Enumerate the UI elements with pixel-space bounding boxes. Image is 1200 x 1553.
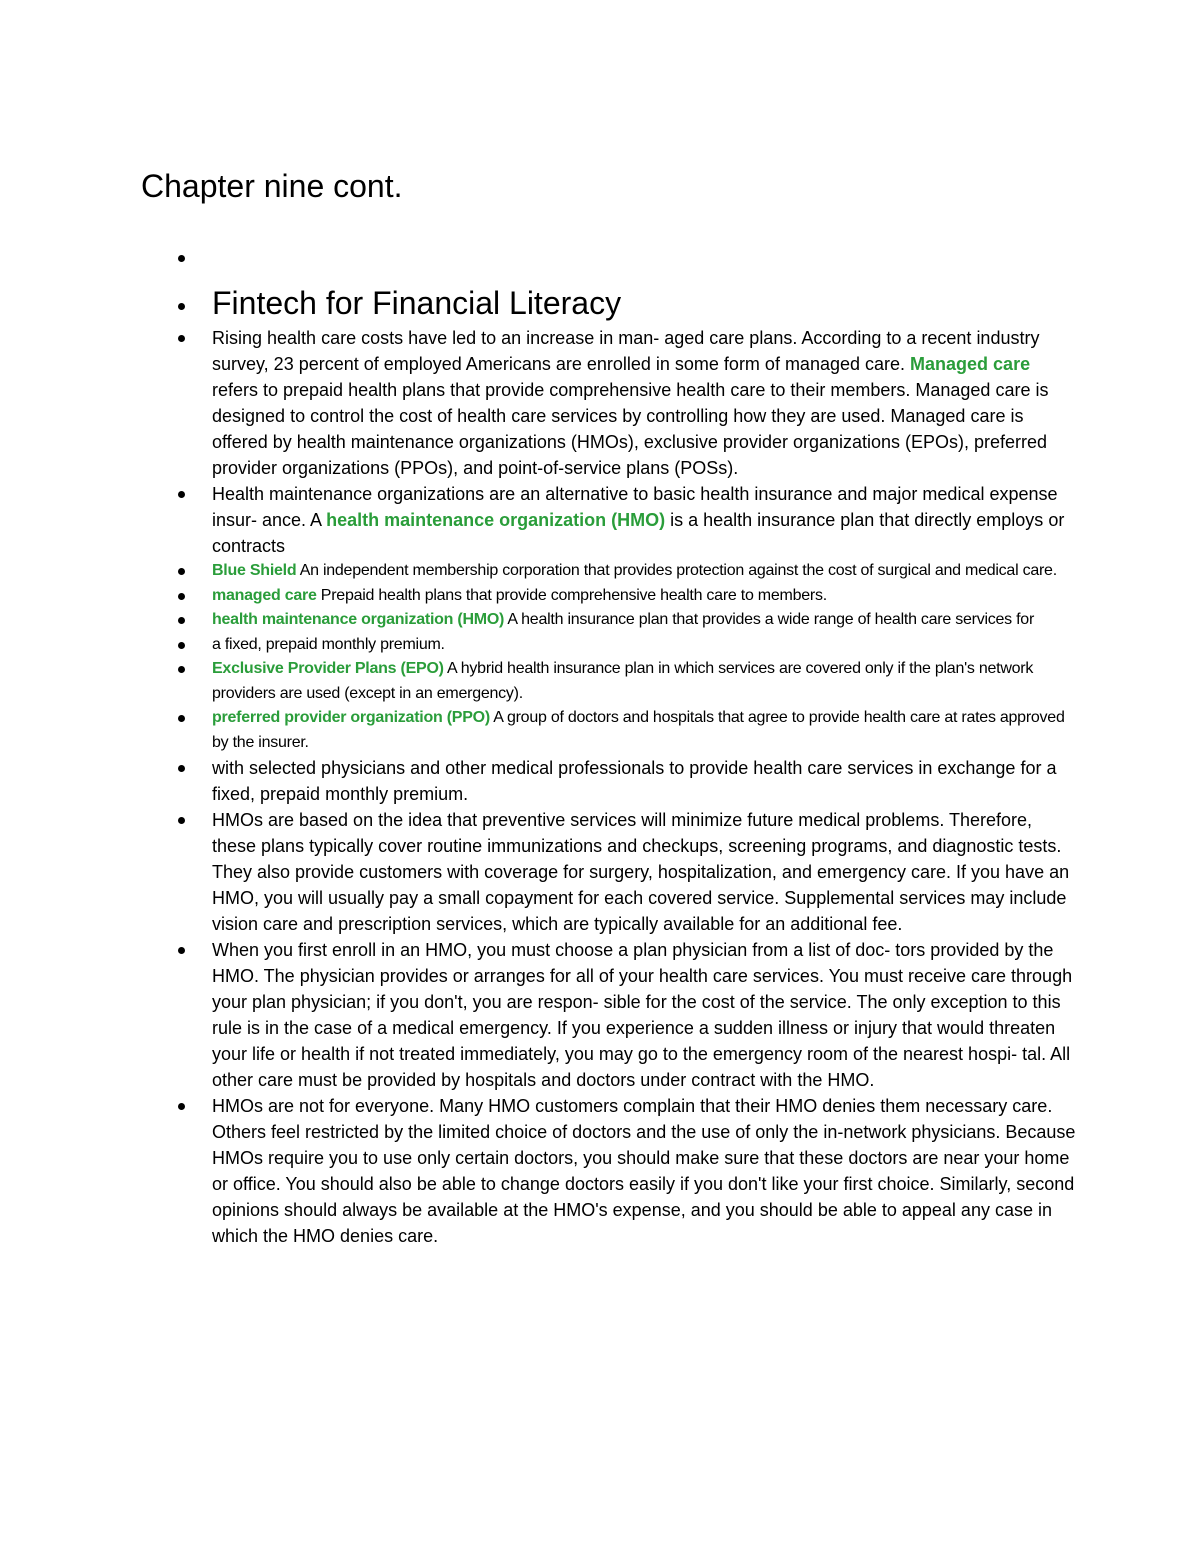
glossary-term: health maintenance organization (HMO) bbox=[326, 510, 666, 530]
bullet-icon bbox=[178, 666, 185, 673]
list-item bbox=[176, 559, 1076, 584]
bullet-icon bbox=[178, 817, 185, 824]
bullet-icon bbox=[178, 568, 185, 575]
list-item-heading bbox=[176, 281, 1076, 325]
bullet-icon bbox=[178, 335, 185, 342]
glossary-term: health maintenance organization (HMO) bbox=[212, 611, 505, 628]
list-item bbox=[176, 608, 1076, 633]
list-item bbox=[176, 807, 1076, 937]
item-text-post: Prepaid health plans that provide comprehensive health care to members. bbox=[316, 586, 827, 604]
bullet-icon bbox=[178, 303, 185, 310]
page-title: Chapter nine cont. bbox=[141, 168, 403, 204]
list-item bbox=[176, 937, 1076, 1093]
bullet-icon bbox=[178, 617, 185, 624]
list-item bbox=[176, 657, 1076, 706]
item-text-post: refers to prepaid health plans that provide comprehensive health care to their members. Managed care is designed to control the cost of health care services by controlling how they are used. Managed care is offered by health maintenance organizations (HMOs), exclusive provider organizations (EPOs), preferred provider organizations (PPOs), and point-of-service plans (POSs). bbox=[212, 380, 1049, 478]
item-text: When you first enroll in an HMO, you must choose a plan physician from a list of doc- tors provided by the HMO. The physician provides or arranges for all of your health care services. You must receive care through your plan physician; if you don't, you are respon- sible for the cost of the service. The only exception to this rule is in the case of a medical emergency. If you experience a sudden illness or injury that would threaten your life or health if not treated immediately, you may go to the emergency room of the nearest hospi- tal. All other care must be provided by hospitals and doctors under contract with the HMO. bbox=[212, 940, 1073, 1090]
list-item bbox=[176, 755, 1076, 807]
bullet-icon bbox=[178, 765, 185, 772]
glossary-term: managed care bbox=[212, 586, 317, 604]
list-item bbox=[176, 633, 1076, 658]
list-item bbox=[176, 584, 1076, 609]
list-item-empty bbox=[176, 245, 1076, 271]
bullet-icon bbox=[178, 947, 185, 954]
item-text-post: A health insurance plan that provides a wide range of health care services for bbox=[504, 611, 1035, 628]
list-item bbox=[176, 325, 1076, 481]
bullet-icon bbox=[178, 491, 185, 498]
glossary-term: Blue Shield bbox=[212, 562, 297, 579]
item-text-post: An independent membership corporation that provides protection against the cost of surgical and medical care. bbox=[296, 562, 1057, 579]
item-text: HMOs are based on the idea that preventive services will minimize future medical problems. Therefore, these plans typically cover routine immunizations and checkups, screening programs, and diagnostic tests. They also provide customers with coverage for surgery, hospitalization, and emergency care. If you have an HMO, you will usually pay a small copayment for each covered service. Supplemental services may include vision care and prescription services, which are typically available for an additional fee. bbox=[212, 810, 1070, 934]
item-text-post: A group of doctors and hospitals that agree to provide health care at rates approved by the insurer. bbox=[212, 709, 1065, 751]
bullet-icon bbox=[178, 642, 185, 649]
list-item bbox=[176, 706, 1076, 755]
bullet-icon bbox=[178, 593, 185, 600]
item-text: HMOs are not for everyone. Many HMO customers complain that their HMO denies them necessary care. Others feel restricted by the limited choice of doctors and the use of only the in-network physicians. Because HMOs require you to use only certain doctors, you should make sure that these doctors are near your home or office. You should also be able to change doctors easily if you don't like your first choice. Similarly, second opinions should always be available at the HMO's expense, and you should be able to appeal any case in which the HMO denies care. bbox=[212, 1096, 1076, 1246]
section-heading: Fintech for Financial Literacy bbox=[212, 285, 622, 321]
item-text-post: is a health insurance plan that directly employs or contracts bbox=[212, 510, 1065, 556]
item-text-post: A hybrid health insurance plan in which services are covered only if the plan's network providers are used (except in an emergency). bbox=[212, 660, 1034, 702]
list-item bbox=[176, 481, 1076, 559]
item-text-pre: Rising health care costs have led to an increase in man- aged care plans. According to a recent industry survey, 23 percent of employed Americans are enrolled in some form of managed care. bbox=[212, 328, 1040, 374]
item-text: a fixed, prepaid monthly premium. bbox=[212, 635, 445, 653]
bullet-icon bbox=[178, 715, 185, 722]
glossary-term: Exclusive Provider Plans (EPO) bbox=[212, 660, 444, 677]
glossary-term: Managed care bbox=[910, 354, 1031, 374]
item-text-pre: Health maintenance organizations are an alternative to basic health insurance and major medical expense insur- ance. A bbox=[212, 484, 1058, 530]
bullet-icon bbox=[178, 255, 185, 262]
glossary-term: preferred provider organization (PPO) bbox=[212, 709, 490, 726]
bullet-list bbox=[176, 245, 1076, 1249]
item-text: with selected physicians and other medical professionals to provide health care services in exchange for a fixed, prepaid monthly premium. bbox=[212, 758, 1057, 804]
bullet-icon bbox=[178, 1103, 185, 1110]
list-item bbox=[176, 1093, 1076, 1249]
